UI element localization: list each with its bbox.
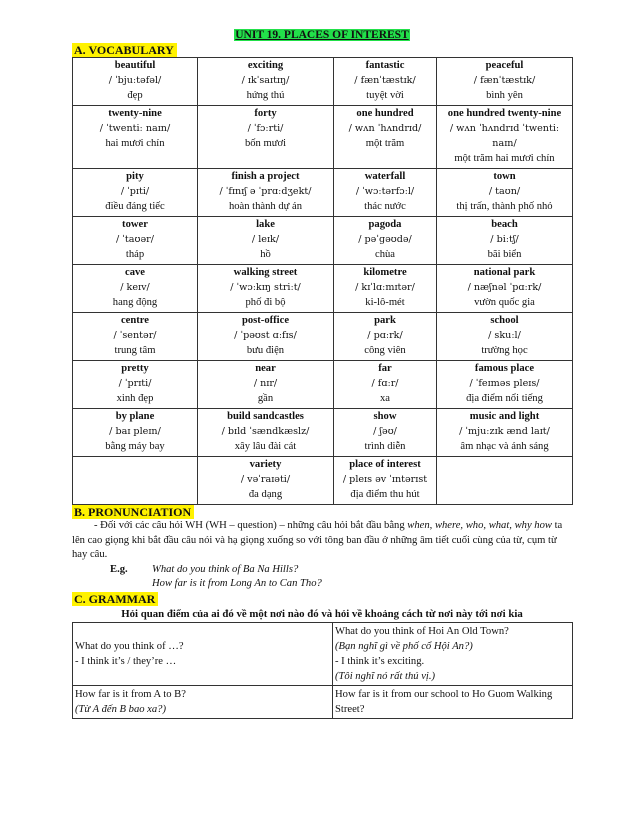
vocab-cell — [334, 169, 437, 217]
vocab-meaning: bằng máy bay — [105, 441, 165, 452]
vocab-ipa: / ˈtwentiː naɪn/ — [99, 123, 171, 134]
vocab-cell — [437, 265, 573, 313]
vocab-ipa: / ˈprɪti/ — [118, 378, 152, 389]
unit-title: UNIT 19. PLACES OF INTEREST — [235, 29, 409, 41]
vocab-meaning: tháp — [125, 249, 145, 260]
vocab-word: town — [493, 171, 516, 182]
vocabulary-table-body — [73, 58, 573, 505]
vocab-word: show — [373, 411, 397, 422]
vocab-cell — [198, 265, 334, 313]
vocab-row — [73, 58, 573, 106]
vocab-word: by plane — [115, 411, 155, 422]
vocab-cell — [198, 361, 334, 409]
section-a-heading: A. VOCABULARY — [72, 43, 572, 57]
vocab-row — [73, 313, 573, 361]
vocab-cell — [334, 409, 437, 457]
vocab-word: pity — [126, 171, 144, 182]
vocab-cell — [198, 409, 334, 457]
vocab-meaning: thị trấn, thành phố nhỏ — [456, 201, 553, 212]
vocab-word: forty — [254, 108, 277, 119]
vocab-cell — [73, 265, 198, 313]
vocab-meaning: đẹp — [127, 90, 143, 101]
vocab-meaning: trung tâm — [114, 345, 156, 356]
vocab-word: variety — [249, 459, 282, 470]
vocab-cell — [437, 169, 573, 217]
vocab-meaning: hứng thú — [246, 90, 285, 101]
vocab-ipa: / biːtʃ/ — [490, 234, 519, 245]
example-line-2: How far is it from Long An to Can Tho? — [152, 578, 322, 589]
vocab-meaning: đa dạng — [248, 489, 283, 500]
vocab-row — [73, 265, 573, 313]
vocab-word: music and light — [469, 411, 540, 422]
vocab-ipa: / ˈtaʊər/ — [116, 234, 154, 245]
vocab-row — [73, 217, 573, 265]
vocab-cell — [198, 217, 334, 265]
vocab-ipa: / ɪkˈsaɪtɪŋ/ — [241, 75, 290, 86]
vocab-cell — [437, 217, 573, 265]
vocab-cell — [334, 106, 437, 169]
grammar-table — [72, 622, 573, 719]
vocab-meaning: trình diễn — [364, 441, 406, 452]
vocab-row — [73, 409, 573, 457]
vocab-cell — [198, 457, 334, 505]
vocab-cell — [198, 58, 334, 106]
vocab-meaning: xa — [380, 393, 390, 404]
vocab-ipa: / ˈmjuːzɪk ænd laɪt/ — [459, 426, 550, 437]
vocab-cell — [198, 106, 334, 169]
vocab-ipa: / ʃəʊ/ — [373, 426, 397, 437]
vocab-word: pretty — [121, 363, 149, 374]
vocab-ipa: / leɪk/ — [251, 234, 280, 245]
vocab-word: finish a project — [231, 171, 300, 182]
vocab-meaning: ki-lô-mét — [365, 297, 405, 308]
vocab-ipa: / baɪ pleɪn/ — [109, 426, 161, 437]
vocab-ipa: / pəˈɡəʊdə/ — [358, 234, 412, 245]
vocab-ipa: / ˈfɔːrti/ — [247, 123, 284, 134]
grammar-example-distance: How far is it from our school to Ho Guom Walking Street? — [333, 685, 573, 718]
vocab-row — [73, 169, 573, 217]
vocab-cell — [73, 217, 198, 265]
vocab-word: cave — [125, 267, 145, 278]
vocab-meaning: tuyệt vời — [366, 90, 404, 101]
vocab-meaning: hang động — [112, 297, 158, 308]
vocab-meaning: bốn mươi — [244, 138, 287, 149]
vocab-meaning: công viên — [364, 345, 406, 356]
vocab-meaning: xây lâu đài cát — [234, 441, 297, 452]
vocab-ipa: / keɪv/ — [120, 282, 150, 293]
vocab-meaning: bình yên — [486, 90, 523, 101]
vocab-ipa: / ˈfɪnɪʃ ə ˈprɑːdʒekt/ — [219, 186, 312, 197]
vocab-cell — [73, 58, 198, 106]
vocab-meaning: vườn quốc gia — [474, 297, 535, 308]
vocab-cell — [334, 265, 437, 313]
vocab-cell — [334, 217, 437, 265]
vocab-cell — [437, 457, 573, 505]
vocab-ipa: / pɑːrk/ — [367, 330, 403, 341]
vocab-ipa: / fænˈtæstɪk/ — [473, 75, 536, 86]
vocab-word: build sandcastles — [227, 411, 304, 422]
vocab-meaning: phố đi bộ — [245, 297, 286, 308]
grammar-heading: Hỏi quan điểm của ai đó về một nơi nào đó và hỏi về khoảng cách từ nơi này tới nơi kia — [121, 607, 523, 620]
vocab-word: place of interest — [349, 459, 421, 470]
vocab-word: centre — [120, 315, 150, 326]
vocab-cell — [437, 409, 573, 457]
vocab-meaning: địa điểm nổi tiếng — [466, 393, 543, 404]
vocab-cell — [73, 313, 198, 361]
vocab-word: pagoda — [368, 219, 402, 230]
vocab-meaning: bãi biển — [487, 249, 522, 260]
vocab-cell — [73, 169, 198, 217]
vocab-word: walking street — [233, 267, 298, 278]
vocab-meaning: hồ — [260, 249, 271, 260]
vocab-word: famous place — [474, 363, 535, 374]
vocab-ipa: / ˈsentər/ — [113, 330, 157, 341]
vocab-cell — [73, 409, 198, 457]
vocab-ipa: / ˈwɔːtərfɔːl/ — [355, 186, 415, 197]
vocab-meaning: gần — [257, 393, 274, 404]
vocab-ipa: / næʃnəl ˈpɑːrk/ — [467, 282, 542, 293]
vocab-word: kilometre — [363, 267, 407, 278]
vocab-cell — [334, 58, 437, 106]
vocab-ipa: / fɑːr/ — [371, 378, 399, 389]
vocab-word: tower — [122, 219, 148, 230]
vocab-ipa: / skuːl/ — [488, 330, 521, 341]
vocab-word: near — [255, 363, 276, 374]
vocab-meaning: một trăm hai mươi chín — [454, 153, 555, 164]
vocab-word: waterfall — [364, 171, 406, 182]
vocab-ipa: / nɪr/ — [253, 378, 278, 389]
vocab-ipa: / ˈpɪti/ — [120, 186, 150, 197]
vocab-ipa: / vəˈraɪəti/ — [240, 474, 291, 485]
vocab-cell — [334, 457, 437, 505]
vocab-word: far — [378, 363, 392, 374]
vocab-meaning: bưu điện — [246, 345, 285, 356]
vocab-meaning: hoàn thành dự án — [228, 201, 303, 212]
vocab-word: school — [490, 315, 519, 326]
vocab-meaning: chùa — [375, 249, 395, 260]
vocab-word: beautiful — [114, 60, 156, 71]
grammar-structure-distance: How far is it from A to B? (Từ A đến B bao xa?) — [73, 685, 333, 718]
vocab-ipa: / wʌn ˈhʌndrɪd/ — [348, 123, 422, 134]
vocab-meaning: thác nước — [364, 201, 406, 212]
vocab-word: twenty-nine — [108, 108, 162, 119]
vocab-ipa: / pleɪs əv ˈɪntərɪst — [342, 474, 428, 485]
example-line-1: E.g. What do you think of Ba Na Hills? — [110, 563, 299, 575]
grammar-example-opinion: What do you think of Hoi An Old Town? (Bạn nghĩ gì về phố cổ Hội An?) - I think it’s exciting. (Tôi nghĩ nó rất thú vị.) — [333, 622, 573, 685]
vocab-meaning: điều đáng tiếc — [105, 201, 165, 212]
vocab-meaning: trường học — [481, 345, 528, 356]
vocab-row — [73, 361, 573, 409]
vocab-cell — [73, 361, 198, 409]
vocab-cell — [334, 361, 437, 409]
vocab-word: fantastic — [365, 60, 405, 71]
vocab-word: one hundred twenty-nine — [447, 108, 562, 119]
vocab-cell — [437, 106, 573, 169]
vocab-word: post-office — [241, 315, 290, 326]
grammar-row-opinion — [73, 622, 573, 685]
pronunciation-rule: - Đối với các câu hỏi WH (WH – question) – những câu hỏi bắt đầu bằng when, where, who, what, why how ta lên cao giọng khi bắt đầu câu nói và hạ giọng xuống so với tông ban đầu ở những âm tiết cuối cùng của từ, cụm từ hay câu. — [72, 520, 563, 560]
section-c-heading: C. GRAMMAR — [72, 592, 572, 606]
pronunciation-block — [72, 519, 572, 592]
vocab-word: national park — [473, 267, 536, 278]
vocab-cell — [198, 169, 334, 217]
vocab-cell — [437, 361, 573, 409]
vocab-word: lake — [256, 219, 275, 230]
vocab-word: one hundred — [356, 108, 414, 119]
vocab-row — [73, 106, 573, 169]
vocab-ipa: / kɪˈlɑːmɪtər/ — [355, 282, 415, 293]
vocab-word: beach — [491, 219, 518, 230]
vocab-ipa: / taʊn/ — [488, 186, 521, 197]
vocab-ipa: / ˈbjuːtəfəl/ — [108, 75, 162, 86]
vocab-cell — [73, 106, 198, 169]
vocab-ipa: / wʌn ˈhʌndrɪd ˈtwentiː naɪn/ — [449, 123, 560, 149]
vocab-meaning: một trăm — [365, 138, 405, 149]
vocabulary-table — [72, 57, 573, 505]
grammar-row-distance — [73, 685, 573, 718]
vocab-ipa: / ˈpəʊst ɑːfɪs/ — [234, 330, 297, 341]
grammar-structure-opinion: What do you think of …? - I think it’s / they’re … — [73, 622, 333, 685]
vocab-cell — [73, 457, 198, 505]
worksheet-page — [72, 28, 572, 719]
vocab-word: peaceful — [485, 60, 524, 71]
vocab-ipa: / ˈfeɪməs pleɪs/ — [469, 378, 540, 389]
vocab-word: park — [374, 315, 396, 326]
vocab-meaning: địa điểm thu hút — [350, 489, 420, 500]
vocab-cell — [437, 313, 573, 361]
vocab-meaning: âm nhạc và ánh sáng — [460, 441, 549, 452]
vocab-cell — [334, 313, 437, 361]
vocab-cell — [437, 58, 573, 106]
vocab-meaning: hai mươi chín — [105, 138, 165, 149]
vocab-cell — [198, 313, 334, 361]
vocab-ipa: / bɪld ˈsændkæslz/ — [221, 426, 310, 437]
vocab-row — [73, 457, 573, 505]
vocab-ipa: / fænˈtæstɪk/ — [354, 75, 416, 86]
section-b-heading: B. PRONUNCIATION — [72, 505, 572, 519]
vocab-meaning: xinh đẹp — [116, 393, 154, 404]
vocab-word: exciting — [247, 60, 284, 71]
vocab-ipa: / ˈwɔːkɪŋ striːt/ — [230, 282, 301, 293]
